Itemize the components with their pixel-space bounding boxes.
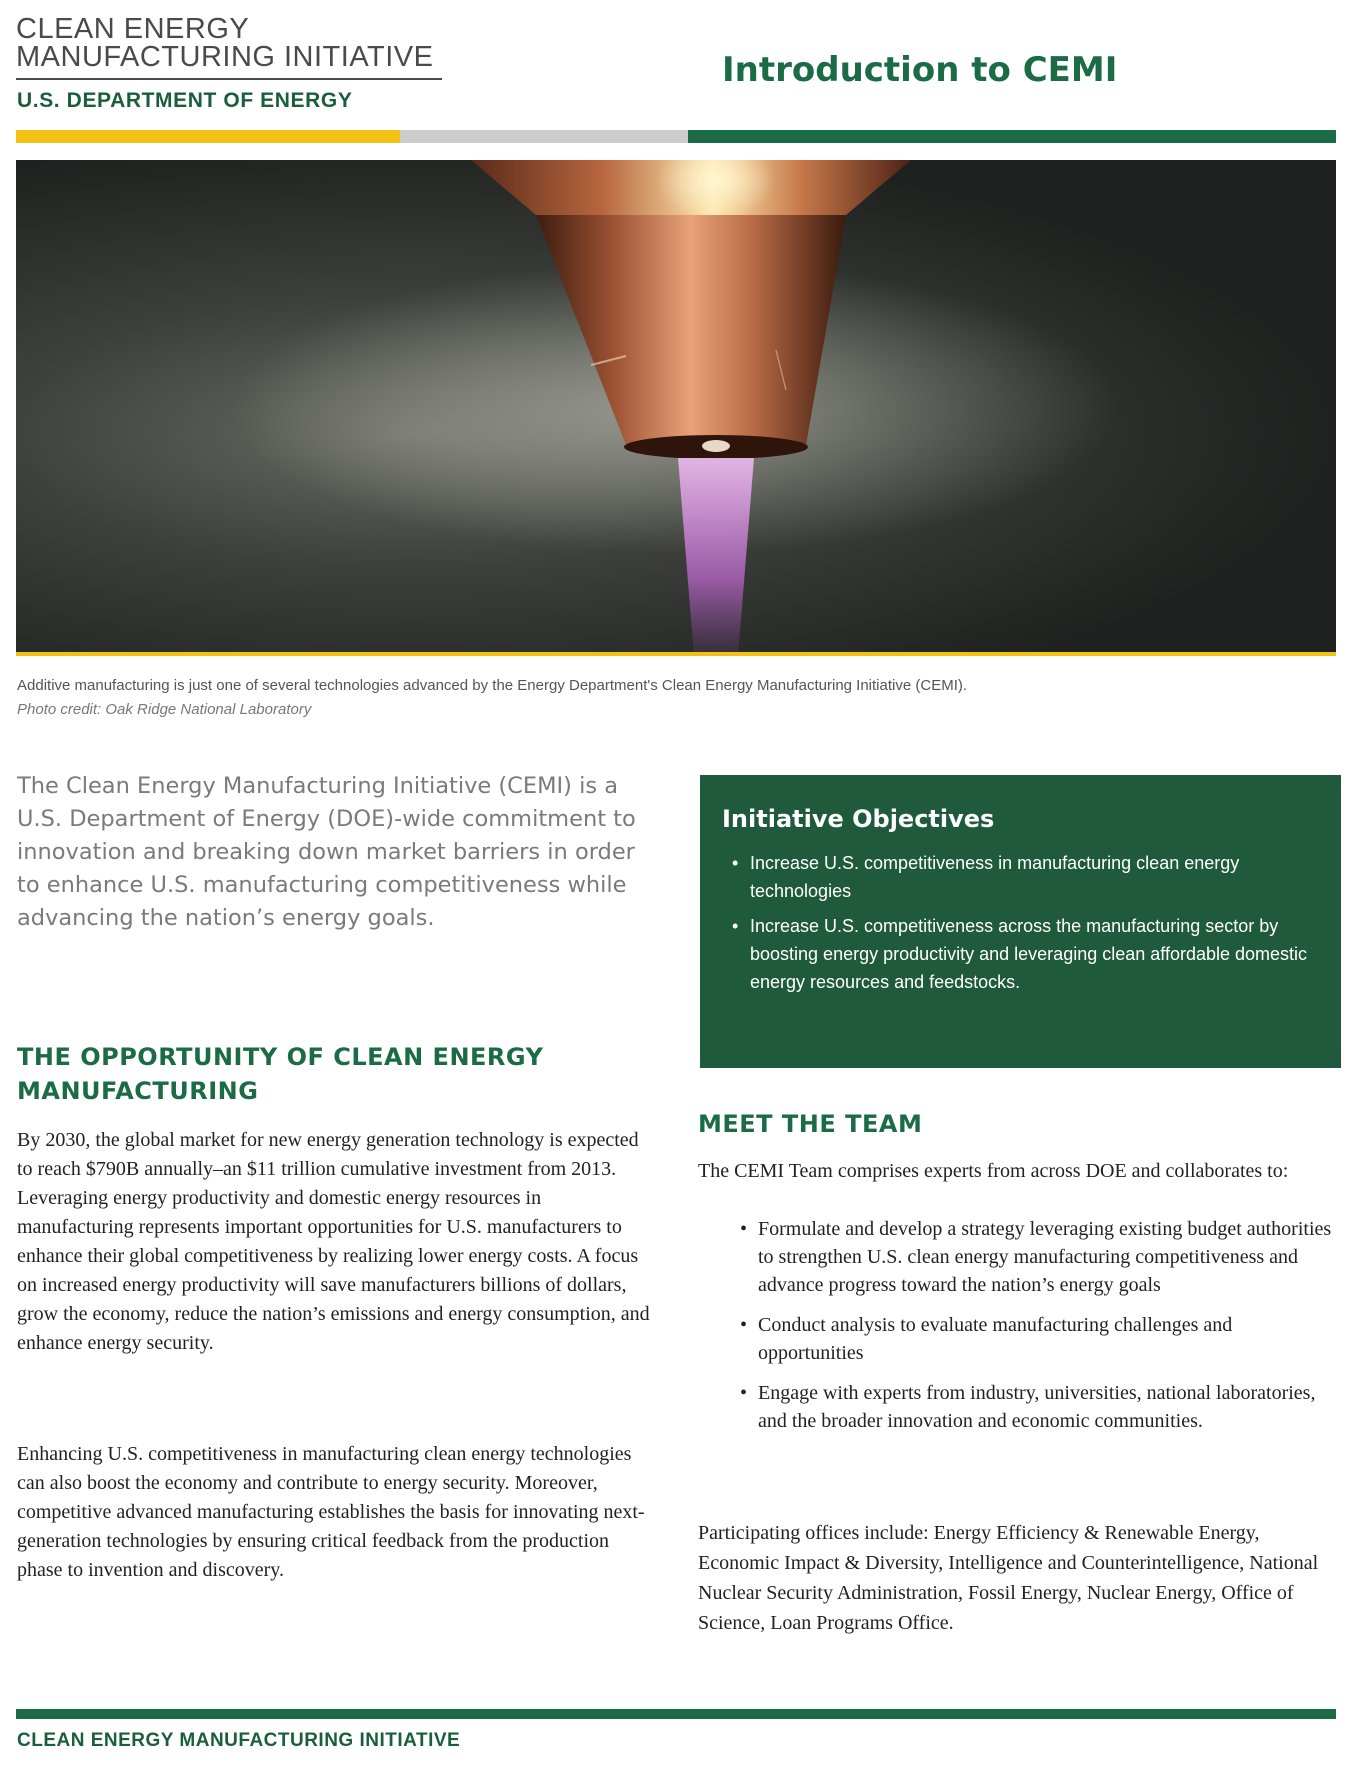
header-bar-green [688, 130, 1336, 143]
intro-paragraph: The Clean Energy Manufacturing Initiative (CEMI) is a U.S. Department of Energy (DOE)-wide commitment to innovation and breaking down market barriers in order to enhance U.S. manufacturing competitiveness while advancing the nation’s energy goals. [17, 773, 636, 931]
bullet-icon: • [732, 853, 739, 873]
photo-caption: Additive manufacturing is just one of several technologies advanced by the Energy Department's Clean Energy Manufacturing Initiative (CEMI). [17, 677, 968, 694]
team-intro: The CEMI Team comprises experts from across DOE and collaborates to: [698, 1160, 1289, 1182]
opportunity-heading: THE OPPORTUNITY OF CLEAN ENERGY MANUFACTURING [17, 1043, 544, 1105]
header-bar-gray [400, 130, 688, 143]
team-list-item: • Engage with experts from industry, universities, national laboratories, and the broader innovation and economic communities. [698, 1379, 1340, 1435]
objective-item: • Increase U.S. competitiveness across the manufacturing sector by boosting energy productivity and leveraging clean affordable domestic energy resources and feedstocks. [722, 912, 1312, 996]
department-name: U.S. DEPARTMENT OF ENERGY [17, 89, 353, 112]
objectives-title: Initiative Objectives [722, 805, 995, 833]
additive-manufacturing-nozzle-illustration [16, 160, 1336, 656]
header-bar-yellow [16, 130, 400, 143]
hero-photo [16, 160, 1336, 656]
brand-name-line2: MANUFACTURING INITIATIVE [16, 41, 434, 73]
team-heading: MEET THE TEAM [698, 1110, 923, 1138]
team-list-item: • Conduct analysis to evaluate manufacturing challenges and opportunities [698, 1311, 1340, 1367]
hero-accent-line [16, 652, 1336, 656]
objectives-box [700, 775, 1341, 1068]
opportunity-paragraph-2: Enhancing U.S. competitiveness in manufacturing clean energy technologies can also boost the economy and contribute to energy security. Moreover, competitive advanced manufacturing establishes the basis for innovating next-generation technologies by ensuring critical feedback from the production phase to invention and discovery. [17, 1443, 645, 1581]
bullet-icon: • [740, 1218, 748, 1240]
objective-item: • Increase U.S. competitiveness in manufacturing clean energy technologies [722, 849, 1312, 905]
bullet-icon: • [740, 1382, 748, 1404]
brand-divider [16, 78, 442, 80]
opportunity-paragraph-1: By 2030, the global market for new energy generation technology is expected to reach $790B annually–an $11 trillion cumulative investment from 2013. Leveraging energy productivity and domestic energy resources in manufacturing represents important opportunities for U.S. manufacturers to enhance their global competitiveness by realizing lower energy costs. A focus on increased energy productivity will save manufacturers billions of dollars, grow the economy, reduce the nation’s emissions and energy consumption, and enhance energy security. [17, 1129, 650, 1354]
bullet-icon: • [740, 1314, 748, 1336]
objectives-list [722, 849, 1312, 1003]
page-title: Introduction to CEMI [722, 50, 1118, 90]
bullet-icon: • [732, 916, 739, 936]
footer-bar [16, 1709, 1336, 1719]
footer-title: CLEAN ENERGY MANUFACTURING INITIATIVE [17, 1730, 461, 1751]
team-list [698, 1215, 1340, 1447]
brand-name-line1: CLEAN ENERGY [16, 13, 250, 45]
team-list-item: • Formulate and develop a strategy leveraging existing budget authorities to strengthen U.S. clean energy manufacturing competitiveness and advance progress toward the nation’s energy goals [698, 1215, 1340, 1299]
photo-credit: Photo credit: Oak Ridge National Laboratory [17, 701, 312, 718]
participating-offices: Participating offices include: Energy Efficiency & Renewable Energy, Economic Impact & Diversity, Intelligence and Counterintelligence, National Nuclear Security Administration, Fossil Energy, Nuclear Energy, Office of Science, Loan Programs Office. [698, 1522, 1319, 1634]
